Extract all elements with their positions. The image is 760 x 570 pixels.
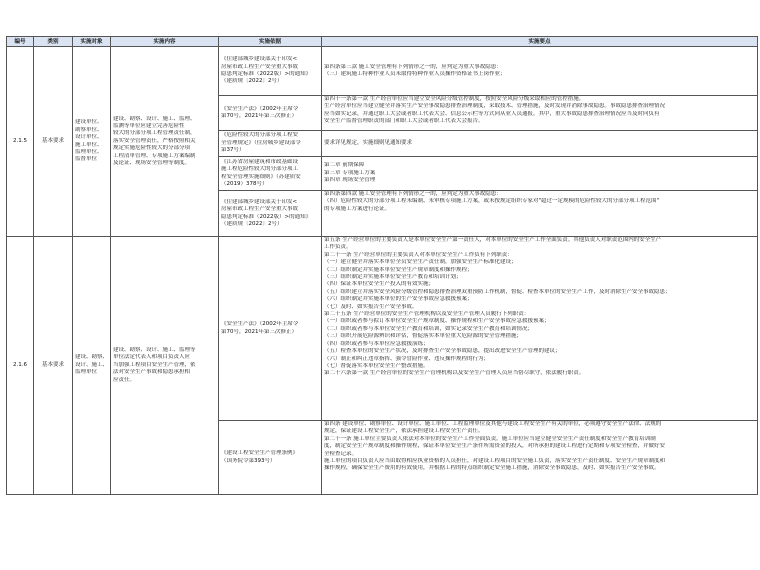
header-row	[7, 37, 758, 47]
basis-cell: 《安全生产法》（2002年主席令 第70号，2021年第三次修正）	[219, 237, 322, 421]
subject-cell: 建设单位、 勘察单位、 设计单位、 施工单位、 监理单位、 监督单位	[73, 47, 111, 237]
regulation-sheet	[6, 36, 757, 495]
points-cell: 第四条 建设单位、勘察单位、设计单位、施工单位、工程监理单位及其他与建设工程安全生产有关的单位，必须遵守安全生产法律、法规的 规定，保证建设工程安全生产，依法承担建设工程安全生产责任。 第二十一条 施工单位主要负责人依法对本单位的安全生产工作全面负责。施工单位应当建立健全安全生产责任制度和安全生产教育培训制 度，制定安全生产规章制度和操作规程，保证本单位安全生产条件所需资金的投入，对所承担的建设工程进行定期和专项安全检查，并做好安 全检查记录。 施工单位的项目负责人应当由取得相应执业资格的人员担任，对建设工程项目的安全施工负责，落实安全生产责任制度、安全生产规章制度和 操作规程，确保安全生产费用的有效使用，并根据工程的特点组织制定安全施工措施，消除安全事故隐患，及时、如实报告生产安全事故。	[322, 421, 758, 495]
basis-cell: 《危险性较大的分部分项工程安 全管理规定》（住房城乡建设部令 第37号）	[219, 131, 322, 157]
header-category: 类别	[34, 37, 73, 47]
content-cell: 建设、勘察、设计、施工、监理等 单位法定代表人和项目负责人应 当加强工程项目安全生产管理，依 法对安全生产事故和隐患承担相 应责任。	[111, 237, 219, 495]
table-row	[7, 237, 758, 421]
item-category: 基本要求	[34, 47, 73, 237]
basis-cell: 《建设工程安全生产管理条例》 （国务院令第393号）	[219, 421, 322, 495]
subject-cell: 建设、勘察、 设计、施工、 监理单位	[73, 237, 111, 495]
points-cell: 第四十一条第一款 生产经营单位应当建立安全风险分级管控制度，按照安全风险分级采取相应的管控措施。 生产经营单位应当建立健全并落实生产安全事故隐患排查治理制度，采取技术、管理措施，及时发现并消除事故隐患。事故隐患排查治理情况 应当如实记录，并通过职工大会或者职工代表大会、信息公示栏等方式向从业人员通报。其中，重大事故隐患排查治理情况应当及时向负有 安全生产监督管理职责的部门和职工大会或者职工代表大会报告。	[322, 96, 758, 131]
item-number: 2.1.6	[7, 237, 34, 495]
points-cell: 要求详见规定，实施细则见通知要求	[322, 131, 758, 157]
points-cell: 第四条第三款 施工安全管理有下列情形之一的，应判定为重大事故隐患： （三）建筑施工特种作业人员未取得特种作业人员操作资格证书上岗作业；	[322, 47, 758, 96]
table-row	[7, 47, 758, 96]
content-cell: 建设、勘察、设计、施工、监理、 监测等单位应建立完善危险性 较大的分部分项工程管理责任制， 落实安全管理责任，严格按照相关 规定实施危险性较大的分部分项 工程清单管理、专项施工方案编制 及论证、现场安全管理等制度。	[111, 47, 219, 237]
points-cell: 第四条第四款 施工安全管理有下列情形之一的，应判定为重大事故隐患： （四）危险性较大的分部分项工程未编制、未审核专项施工方案，或未按规定组织专家对"超过一定规模的危险性较大的分部分项工程范围" 的专项施工方案进行论证。	[322, 191, 758, 237]
points-cell: 第五条 生产经营单位的主要负责人是本单位安全生产第一责任人，对本单位的安全生产工作全面负责。其他负责人对职责范围内的安全生产 工作负责。 第二十一条 生产经营单位的主要负责人对本单位安全生产工作负有下列职责： （一）建立健全并落实本单位全员安全生产责任制，加强安全生产标准化建设； （二）组织制定并实施本单位安全生产规章制度和操作规程； （三）组织制定并实施本单位安全生产教育和培训计划； （四）保证本单位安全生产投入的有效实施； （五）组织建立并落实安全风险分级管控和隐患排查治理双重预防工作机制，督促、检查本单位的安全生产工作，及时消除生产安全事故隐患； （六）组织制定并实施本单位的生产安全事故应急救援预案； （七）及时、如实报告生产安全事故。 第二十五条 生产经营单位的安全生产管理机构以及安全生产管理人员履行下列职责： （一）组织或者参与拟订本单位安全生产规章制度、操作规程和生产安全事故应急救援预案； （二）组织或者参与本单位安全生产教育和培训，如实记录安全生产教育和培训情况； （三）组织开展危险源辨识和评估，督促落实本单位重大危险源的安全管理措施； （四）组织或者参与本单位应急救援演练； （五）检查本单位的安全生产状况，及时排查生产安全事故隐患，提出改进安全生产管理的建议； （六）制止和纠正违章指挥、强令冒险作业、违反操作规程的行为； （七）督促落实本单位安全生产整改措施。 第二十六条第一款 生产经营单位的安全生产管理机构以及安全生产管理人员应当恪尽职守，依法履行职责。	[322, 237, 758, 421]
item-number: 2.1.5	[7, 47, 34, 237]
basis-cell: 《住建部城乡建设部关于印发< 房屋市政工程生产安全重大事故 隐患判定标准（2022版）>的通知》 （建质规〔2022〕2号）	[219, 47, 322, 96]
header-number: 编号	[7, 37, 34, 47]
header-subject: 实施对象	[73, 37, 111, 47]
header-basis: 实施依据	[219, 37, 322, 47]
basis-cell: 《住建部城乡建设部关于印发< 房屋市政工程生产安全重大事故 隐患判定标准（2022版）>的通知》 （建质规〔2022〕2号）	[219, 191, 322, 237]
basis-cell: 《江苏省房屋建筑和市政基础设 施工程危险性较大的分部分项工 程安全管理实施细则》（苏建质安 （2019）378号）	[219, 157, 322, 191]
basis-cell: 《安全生产法》（2002年主席令 第70号，2021年第三次修正）	[219, 96, 322, 131]
item-category: 基本要求	[34, 237, 73, 495]
header-points: 实施要点	[322, 37, 758, 47]
header-content: 实施内容	[111, 37, 219, 47]
regulation-table	[6, 36, 758, 495]
points-cell: 第二章 前期保障 第三章 专项施工方案 第四章 现场安全管理	[322, 157, 758, 191]
